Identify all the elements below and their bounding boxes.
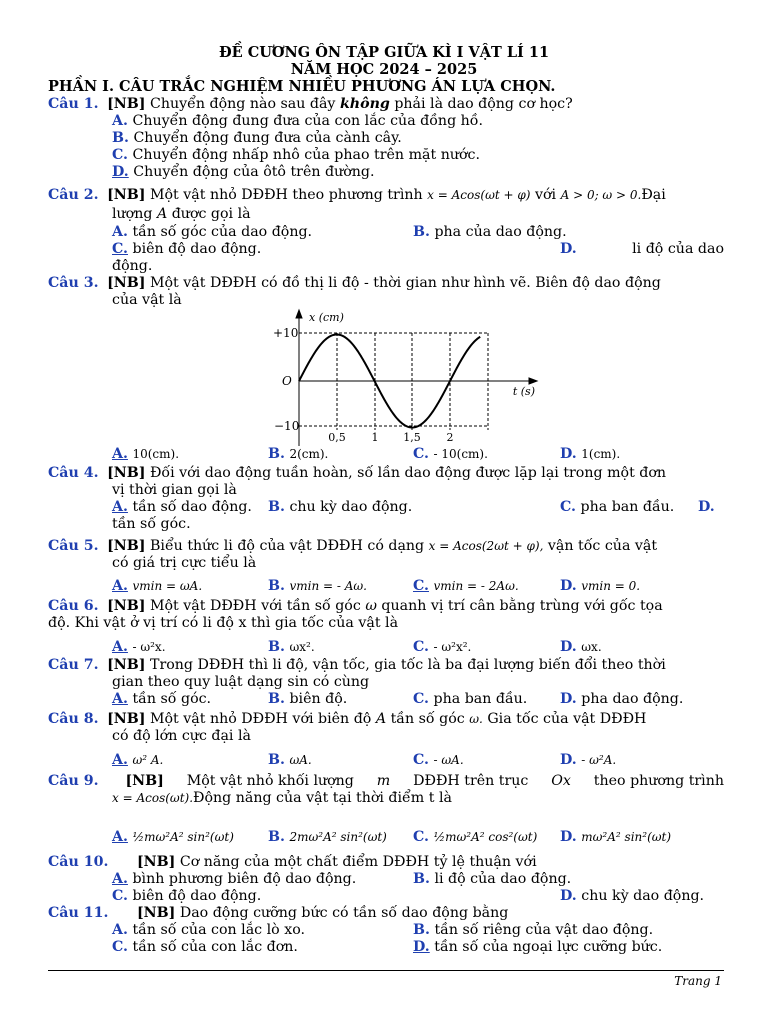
option-c[interactable]: C. - 10(cm). xyxy=(413,446,488,462)
question-number: Câu 6. xyxy=(48,598,99,614)
option-d[interactable]: D. ωx. xyxy=(560,639,602,655)
t-axis-arrow xyxy=(529,378,537,384)
stem-emphasis: không xyxy=(339,96,390,112)
question-9-line2: x = Acos(ωt).Động năng của vật tại thời điểm t là xyxy=(112,790,452,806)
option-c[interactable]: C. pha ban đầu. xyxy=(413,691,528,707)
option-d[interactable]: D. mω²A² sin²(ωt) xyxy=(560,829,672,845)
level-tag: [NB] xyxy=(107,538,146,554)
level-tag: [NB] xyxy=(107,598,146,614)
school-year: NĂM HỌC 2024 – 2025 xyxy=(290,61,478,78)
level-tag: [NB] xyxy=(107,96,146,112)
question-stem: vận tốc của vật xyxy=(547,538,658,554)
page-number: Trang 1 xyxy=(674,974,722,988)
question-stem: quanh vị trí cân bằng trùng với gốc tọa xyxy=(381,598,663,614)
mass-symbol: m xyxy=(376,773,391,789)
question-number: Câu 11. xyxy=(48,905,109,921)
question-stem: Dao động cưỡng bức có tần số dao động bằng xyxy=(179,905,509,921)
question-5-line2: có giá trị cực tiểu là xyxy=(112,555,257,571)
question-stem: DĐĐH trên trục xyxy=(413,773,529,789)
question-2-line2: lượng A được gọi là xyxy=(112,206,251,222)
question-stem: Cơ năng của một chất điểm DĐĐH tỷ lệ thuận với xyxy=(179,854,537,870)
option-b[interactable]: B. pha của dao động. xyxy=(413,224,567,240)
level-tag: [NB] xyxy=(136,854,176,870)
t-tick: 1,5 xyxy=(403,431,421,444)
question-stem: Chuyển động nào sau đây xyxy=(149,96,340,112)
question-number: Câu 2. xyxy=(48,187,99,203)
question-number: Câu 8. xyxy=(48,711,99,727)
question-stem: phải là dao động cơ học? xyxy=(389,96,573,112)
question-stem: Đối với dao động tuần hoàn, số lần dao động được lặp lại trong một đơn xyxy=(149,465,667,481)
question-stem: theo phương trình xyxy=(593,773,724,789)
question-2 xyxy=(48,187,724,204)
option-d[interactable]: D. 1(cm). xyxy=(560,446,621,462)
option-c[interactable]: C. pha ban đầu. xyxy=(560,499,675,515)
question-11 xyxy=(48,905,724,922)
question-stem: Một vật DĐĐH có đồ thị li độ - thời gian như hình vẽ. Biên độ dao động xyxy=(149,275,661,291)
condition: A > 0; ω > 0. xyxy=(560,188,642,202)
option-b[interactable]: B. Chuyển động đung đưa của cành cây. xyxy=(112,130,402,146)
y-tick-top: +10 xyxy=(273,326,299,340)
question-number: Câu 1. xyxy=(48,96,99,112)
option-b[interactable]: B. vmin = - Aω. xyxy=(268,578,367,594)
x-axis-label: x (cm) xyxy=(309,311,344,324)
footer-divider xyxy=(48,970,724,971)
question-number: Câu 5. xyxy=(48,538,99,554)
option-a[interactable]: A. tần số góc. xyxy=(112,691,212,707)
t-tick: 0,5 xyxy=(328,431,346,444)
option-a[interactable]: A. - ω²x. xyxy=(112,639,166,655)
t-tick: 1 xyxy=(371,431,379,444)
question-3-line2: của vật là xyxy=(112,292,182,308)
option-a[interactable]: A. tần số góc của dao động. xyxy=(112,224,313,240)
question-number: Câu 7. xyxy=(48,657,99,673)
question-6 xyxy=(48,598,724,615)
option-b[interactable]: B. chu kỳ dao động. xyxy=(268,499,413,515)
document-title: ĐỀ CƯƠNG ÔN TẬP GIỮA KÌ I VẬT LÍ 11 xyxy=(218,44,550,61)
option-b[interactable]: B. biên độ. xyxy=(268,691,348,707)
level-tag: [NB] xyxy=(107,465,146,481)
x-axis-arrow xyxy=(296,310,302,318)
level-tag: [NB] xyxy=(136,905,176,921)
option-c[interactable]: C. biên độ dao động. xyxy=(112,241,262,257)
option-d[interactable]: D. vmin = 0. xyxy=(560,578,641,594)
omega-symbol: ω xyxy=(365,598,377,614)
option-d-continued: tần số góc. xyxy=(112,516,191,532)
level-tag: [NB] xyxy=(107,711,146,727)
origin-label: O xyxy=(282,374,292,388)
question-stem: Một vật DĐĐH với tần số góc xyxy=(149,598,361,614)
question-number: Câu 4. xyxy=(48,465,99,481)
level-tag: [NB] xyxy=(125,773,164,789)
option-d-continued: động. xyxy=(112,258,153,274)
option-d[interactable]: D. tần số của ngoại lực cưỡng bức. xyxy=(413,939,663,955)
equation: x = Acos(ωt + φ) xyxy=(427,188,531,202)
question-stem: Gia tốc của vật DĐĐH xyxy=(487,711,647,727)
option-c[interactable]: C. tần số của con lắc đơn. xyxy=(112,939,298,955)
option-d[interactable]: D. Chuyển động của ôtô trên đường. xyxy=(112,164,375,180)
option-b[interactable]: B. ωx². xyxy=(268,639,315,655)
question-number: Câu 9. xyxy=(48,773,99,789)
option-d[interactable]: D. li độ của dao xyxy=(560,241,724,257)
t-tick: 2 xyxy=(446,431,454,444)
question-stem: Đại xyxy=(641,187,666,203)
question-3 xyxy=(48,275,724,292)
question-6-line2: độ. Khi vật ở vị trí có li độ x thì gia tốc của vật là xyxy=(48,615,399,631)
question-4-line2: vị thời gian gọi là xyxy=(112,482,237,498)
question-number: Câu 3. xyxy=(48,275,99,291)
option-c[interactable]: C. Chuyển động nhấp nhô của phao trên mặt nước. xyxy=(112,147,480,163)
omega-symbol: ω. xyxy=(469,712,483,726)
axis-symbol: Ox xyxy=(551,773,571,789)
t-axis-label: t (s) xyxy=(512,385,535,398)
question-stem: Biểu thức li độ của vật DĐĐH có dạng xyxy=(149,538,425,554)
amplitude-symbol: A xyxy=(375,711,387,727)
option-a[interactable]: A. vmin = ωA. xyxy=(112,578,203,594)
question-number: Câu 10. xyxy=(48,854,109,870)
option-c[interactable]: C. vmin = - 2Aω. xyxy=(413,578,519,594)
option-c[interactable]: C. - ωA. xyxy=(413,752,464,768)
question-8-line2: có độ lớn cực đại là xyxy=(112,728,251,744)
option-a[interactable]: A. Chuyển động đung đưa của con lắc của đồng hồ. xyxy=(112,113,483,129)
question-stem: tần số góc xyxy=(390,711,465,727)
option-b[interactable]: B. ωA. xyxy=(268,752,312,768)
level-tag: [NB] xyxy=(107,187,146,203)
option-a[interactable]: A. bình phương biên độ dao động. xyxy=(112,871,357,887)
question-1 xyxy=(48,96,724,113)
question-5 xyxy=(48,538,724,555)
question-stem: Một vật nhỏ khối lượng xyxy=(186,773,354,789)
option-d[interactable]: D. xyxy=(698,499,715,515)
option-c[interactable]: C. - ω²x². xyxy=(413,639,472,655)
question-7-line2: gian theo quy luật dạng sin có cùng xyxy=(112,674,370,690)
question-stem: Một vật nhỏ DĐĐH với biên độ xyxy=(149,711,372,727)
question-10 xyxy=(48,854,724,871)
question-stem: Trong DĐĐH thì li độ, vận tốc, gia tốc là ba đại lượng biến đổi theo thời xyxy=(149,657,666,673)
option-a[interactable]: A. ½mω²A² sin²(ωt) xyxy=(112,829,234,845)
displacement-time-graph xyxy=(265,308,540,448)
equation: x = Acos(2ωt + φ), xyxy=(428,539,544,553)
option-a[interactable]: A. tần số dao động. xyxy=(112,499,252,515)
question-9 xyxy=(48,773,724,790)
question-4 xyxy=(48,465,724,482)
option-b[interactable]: B. 2(cm). xyxy=(268,446,329,462)
option-a[interactable]: A. ω² A. xyxy=(112,752,164,768)
question-7 xyxy=(48,657,724,674)
section-heading: PHẦN I. CÂU TRẮC NGHIỆM NHIỀU PHƯƠNG ÁN LỰA CHỌN. xyxy=(48,78,556,95)
option-d[interactable]: D. - ω²A. xyxy=(560,752,617,768)
option-b[interactable]: B. li độ của dao động. xyxy=(413,871,572,887)
question-stem: với xyxy=(534,187,557,203)
option-d[interactable]: D. chu kỳ dao động. xyxy=(560,888,705,904)
option-a[interactable]: A. tần số của con lắc lò xo. xyxy=(112,922,306,938)
option-d[interactable]: D. pha dao động. xyxy=(560,691,684,707)
question-stem: Một vật nhỏ DĐĐH theo phương trình xyxy=(149,187,423,203)
option-c[interactable]: C. biên độ dao động. xyxy=(112,888,262,904)
question-8 xyxy=(48,711,724,728)
option-b[interactable]: B. tần số riêng của vật dao động. xyxy=(413,922,654,938)
option-c[interactable]: C. ½mω²A² cos²(ωt) xyxy=(413,829,538,845)
level-tag: [NB] xyxy=(107,657,146,673)
option-b[interactable]: B. 2mω²A² sin²(ωt) xyxy=(268,829,387,845)
level-tag: [NB] xyxy=(107,275,146,291)
option-a[interactable]: A. 10(cm). xyxy=(112,446,180,462)
y-tick-bottom: −10 xyxy=(274,419,300,433)
